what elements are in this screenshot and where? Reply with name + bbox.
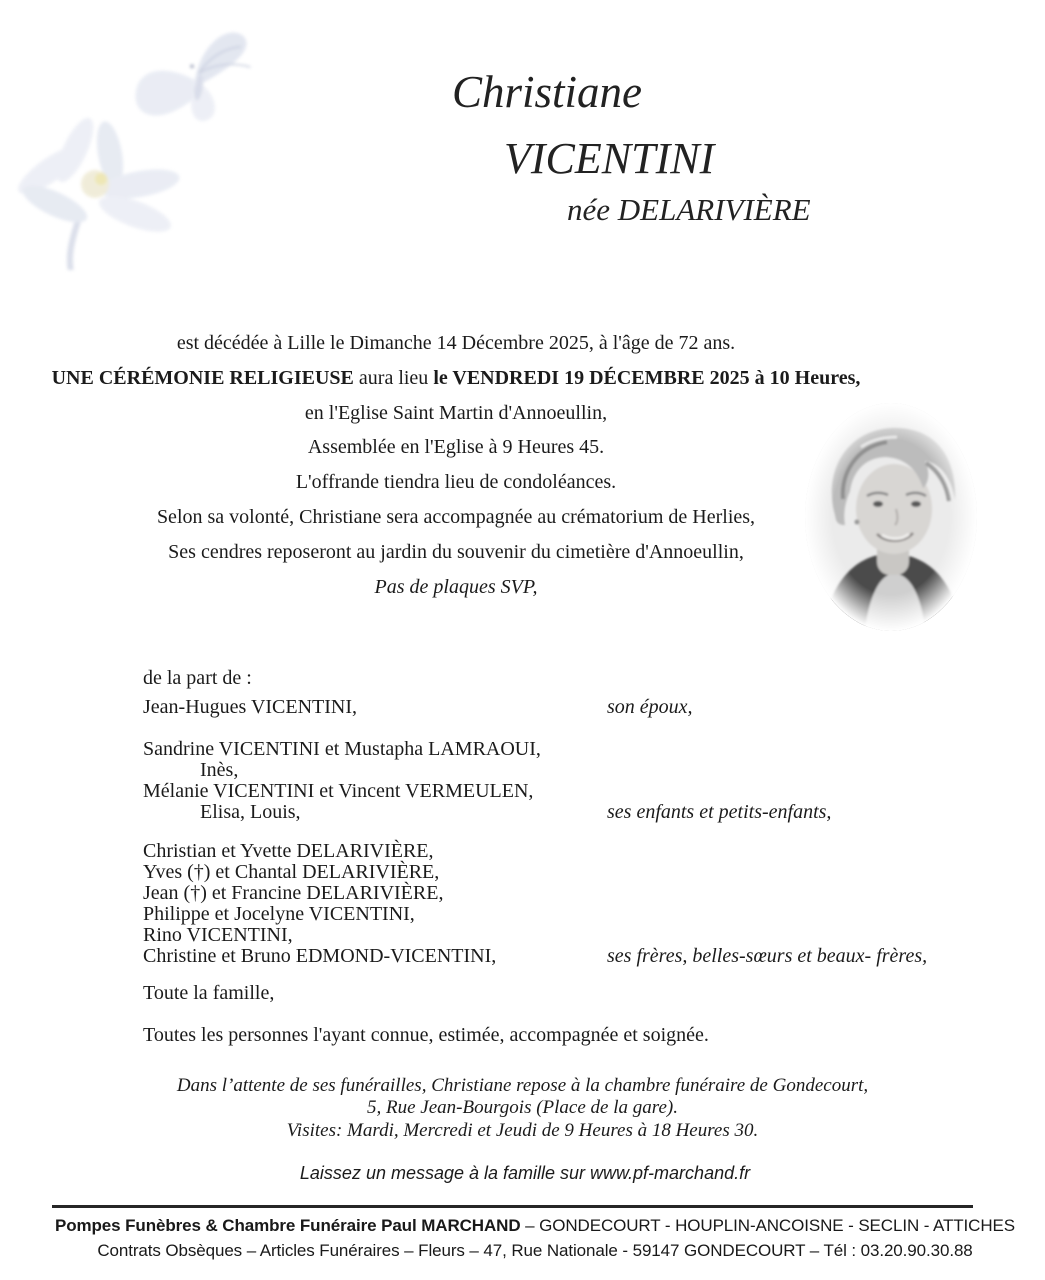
family-member: Rino VICENTINI,: [143, 924, 293, 946]
funeral-home-locations: – GONDECOURT - HOUPLIN-ANCOISNE - SECLIN - ATTICHES: [520, 1216, 1015, 1235]
deceased-maiden-name: née DELARIVIÈRE: [567, 192, 811, 227]
grandchild-name: Inès,: [200, 759, 239, 781]
offering-line: L'offrande tiendra lieu de condoléances.: [295, 471, 617, 494]
guestbook-message: Laissez un message à la famille sur www.pf-marchand.fr: [299, 1163, 751, 1183]
funeral-home-footer: [0, 1213, 1045, 1263]
family-intro: de la part de :: [143, 667, 252, 689]
acknowledgement-line: Toutes les personnes l'ayant connue, estimée, accompagnée et soignée.: [143, 1024, 709, 1046]
family-member: Mélanie VICENTINI et Vincent VERMEULEN,: [143, 780, 534, 802]
death-notice-line: est décédée à Lille le Dimanche 14 Décembre 2025, à l'âge de 72 ans.: [176, 332, 736, 354]
family-member: Christine et Bruno EDMOND-VICENTINI,: [143, 945, 497, 967]
deceased-surname: VICENTINI: [504, 134, 715, 183]
repose-address-line: 5, Rue Jean-Bourgois (Place de la gare).: [367, 1097, 678, 1119]
grandchildren-names: Elisa, Louis,: [200, 801, 301, 823]
whole-family-line: Toute la famille,: [143, 982, 275, 1004]
deceased-first-name: Christiane: [452, 67, 643, 117]
family-member: Jean (†) et Francine DELARIVIÈRE,: [143, 882, 444, 904]
visiting-hours-line: Visites: Mardi, Mercredi et Jeudi de 9 Heures à 18 Heures 30.: [286, 1119, 759, 1141]
funeral-home-contact-line: Contrats Obsèques – Articles Funéraires – Fleurs – 47, Rue Nationale - 59147 GONDECOURT – Tél : 03.20.90.30.88: [97, 1241, 973, 1260]
family-block: [143, 668, 709, 1046]
ashes-line: Ses cendres reposeront au jardin du souvenir du cimetière d'Annoeullin,: [168, 540, 744, 563]
family-member: Sandrine VICENTINI et Mustapha LAMRAOUI,: [143, 738, 541, 760]
repose-location-line: Dans l’attente de ses funérailles, Christiane repose à la chambre funéraire de Gondecourt,: [176, 1075, 869, 1096]
funeral-home-line: [0, 1213, 1045, 1238]
flower-icon: [12, 113, 182, 270]
corner-decoration: [0, 0, 300, 270]
children-role-label: ses enfants et petits-enfants,: [607, 801, 832, 823]
assembly-line: Assemblée en l'Eglise à 9 Heures 45.: [307, 436, 605, 459]
repose-block: [0, 1075, 1045, 1142]
family-member: Yves (†) et Chantal DELARIVIÈRE,: [143, 861, 440, 883]
ceremony-connector: aura lieu: [353, 366, 434, 389]
announcement-block: [0, 326, 912, 604]
no-plaques-line: Pas de plaques SVP,: [374, 575, 538, 598]
family-member: Christian et Yvette DELARIVIÈRE,: [143, 840, 434, 862]
siblings-role-label: ses frères, belles-sœurs et beaux- frères,: [607, 945, 928, 967]
husband-name: Jean-Hugues VICENTINI,: [143, 696, 358, 718]
family-member: Philippe et Jocelyne VICENTINI,: [143, 903, 415, 925]
ceremony-type: UNE CÉRÉMONIE RELIGIEUSE: [51, 366, 354, 389]
footer-divider: [52, 1205, 973, 1208]
funeral-home-name: Pompes Funèbres & Chambre Funéraire Paul MARCHAND: [54, 1216, 521, 1235]
ceremony-line: [0, 361, 912, 396]
butterfly-icon: [126, 30, 261, 134]
church-line: en l'Eglise Saint Martin d'Annoeullin,: [304, 401, 608, 424]
husband-role-label: son époux,: [607, 696, 693, 718]
crematorium-line: Selon sa volonté, Christiane sera accompagnée au crématorium de Herlies,: [156, 505, 756, 528]
ceremony-date: le VENDREDI 19 DÉCEMBRE 2025 à 10 Heures,: [433, 366, 861, 389]
